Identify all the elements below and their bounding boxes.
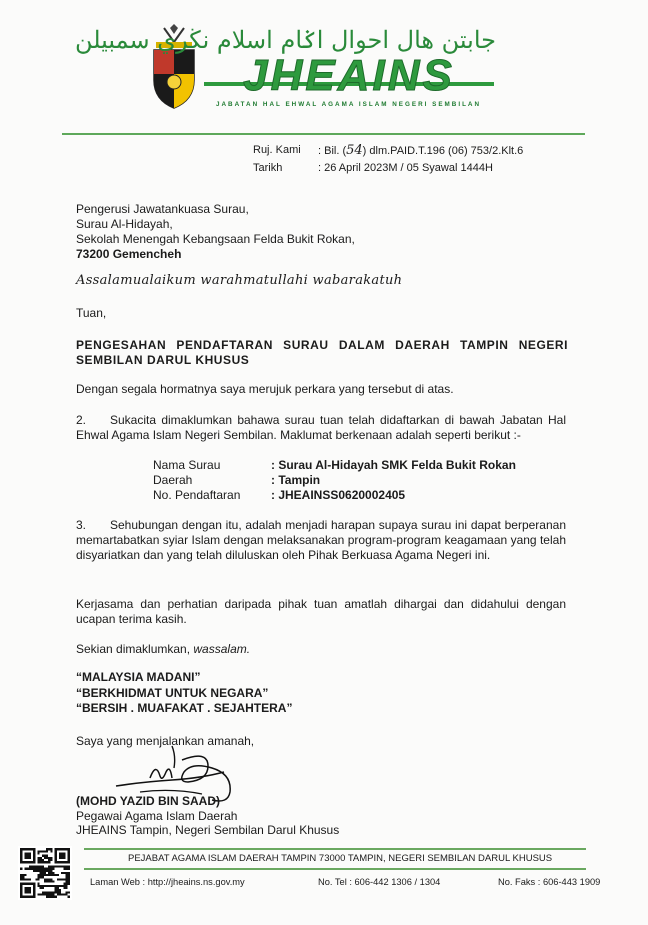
footer-telephone: No. Tel : 606-442 1306 / 1304 (318, 877, 441, 887)
svg-text:JHEAINS: JHEAINS (243, 51, 455, 100)
paragraph-3: 3. Sehubungan dengan itu, adalah menjadi harapan supaya surau ini dapat berperanan memartabatkan syiar Islam dengan melaksanakan program-program keagamaan yang telah disyariatkan dan yang telah diluluskan oleh Pihak Berkuasa Agama Negeri ini. (76, 518, 566, 562)
mottos (76, 670, 292, 717)
handwritten-ref-number: 54 (346, 143, 363, 158)
jawi-agency-name: جابتن هال احوال اݢام اسلام نڬري سمبيلن (74, 26, 496, 54)
qr-code (18, 846, 72, 900)
footer-divider-bottom (84, 868, 586, 870)
jheains-wordmark (204, 52, 494, 98)
paragraph-2: 2. Sukacita dimaklumkan bahawa surau tuan telah didaftarkan di bawah Jabatan Hal Ehwal Agama Islam Negeri Sembilan. Maklumat berkenaan adalah seperti berikut :- (76, 413, 566, 442)
registration-details: Nama Surau : Surau Al-Hidayah SMK Felda Bukit Rokan Daerah : Tampin No. Pendaftaran : JHEAINSS0620002405 (153, 458, 516, 502)
paragraph-4: Kerjasama dan perhatian daripada pihak tuan amatlah dihargai dan didahului dengan ucapan terima kasih. (76, 597, 566, 626)
signatory-office: JHEAINS Tampin, Negeri Sembilan Darul Khusus (76, 823, 340, 837)
motto-1: “MALAYSIA MADANI” (76, 670, 201, 684)
reference-block (251, 141, 525, 178)
recipient-address: Pengerusi Jawatankuasa Surau, Surau Al-Hidayah, Sekolah Menengah Kebangsaan Felda Bukit Rokan, 73200 Gemencheh (76, 202, 355, 261)
salutation: Tuan, (76, 306, 107, 320)
ref-number: : Bil. (54) dlm.PAID.T.196 (06) 753/2.Klt.6 (318, 143, 524, 158)
motto-3: “BERSIH . MUAFAKAT . SEJAHTERA” (76, 701, 293, 715)
trust-line: Saya yang menjalankan amanah, (76, 734, 255, 748)
signatory-block (76, 794, 339, 838)
footer-website: Laman Web : http://jheains.ns.gov.my (90, 877, 245, 887)
date-label: Tarikh (253, 162, 283, 174)
signatory-name: (MOHD YAZID BIN SAAD) (76, 794, 221, 808)
paragraph-1: Dengan segala hormatnya saya merujuk perkara yang tersebut di atas. (76, 382, 454, 396)
closing-line: Sekian dimaklumkan, wassalam. (76, 642, 251, 656)
ref-label: Ruj. Kami (253, 144, 301, 156)
footer-divider-top (84, 848, 586, 850)
letter-subject: PENGESAHAN PENDAFTARAN SURAU DALAM DAERAH TAMPIN NEGERI SEMBILAN DARUL KHUSUS (76, 338, 568, 367)
agency-subtitle: JABATAN HAL EHWAL AGAMA ISLAM NEGERI SEMBILAN (216, 101, 482, 108)
motto-2: “BERKHIDMAT UNTUK NEGARA” (76, 685, 269, 700)
footer-address: PEJABAT AGAMA ISLAM DAERAH TAMPIN 73000 TAMPIN, NEGERI SEMBILAN DARUL KHUSUS (128, 853, 553, 864)
header-divider (62, 133, 585, 135)
date-value: : 26 April 2023M / 05 Syawal 1444H (318, 162, 493, 174)
signatory-title: Pegawai Agama Islam Daerah (76, 808, 238, 823)
footer-fax: No. Faks : 606-443 1909 (498, 877, 601, 887)
islamic-greeting: Assalamualaikum warahmatullahi wabarakatuh (76, 273, 403, 288)
